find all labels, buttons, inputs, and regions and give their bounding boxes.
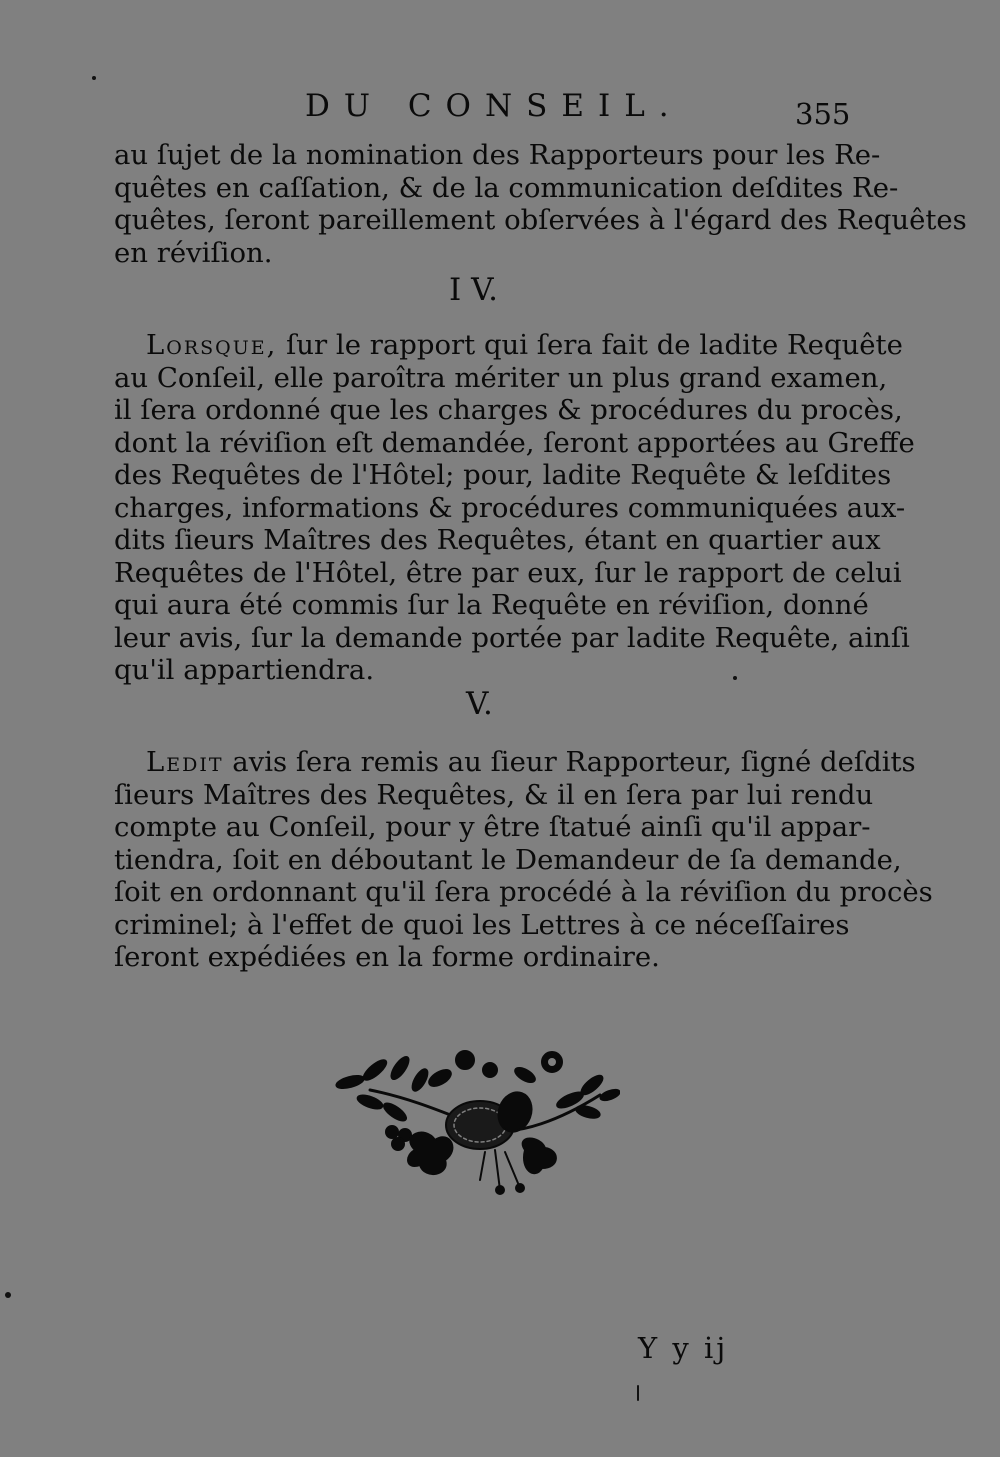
text-line: tiendra, ſoit en déboutant le Demandeur de ſa demande, [114,843,902,876]
text-line: dits ſieurs Maîtres des Requêtes, étant en quartier aux [114,524,881,556]
text-line: des Requêtes de l'Hôtel; pour, ladite Requête & leſdites [114,459,892,491]
running-head: DU CONSEIL. [305,88,683,124]
text-line-rest: ſur le rapport qui ſera fait de ladite Requête [286,329,903,361]
text-line: Requêtes de l'Hôtel, être par eux, ſur le rapport de celui [114,556,902,589]
ink-speck [92,76,96,80]
text-line: compte au Conſeil, pour y être ſtatué ainſi qu'il appar- [114,811,871,843]
paragraph-3 [114,746,933,974]
paragraph-1 [114,139,967,269]
text-line: au ſujet de la nomination des Rapporteurs pour les Re- [114,139,881,171]
text-line: ſieurs Maîtres des Requêtes, & il en ſera par lui rendu [114,778,874,811]
ink-speck [637,1385,639,1401]
ink-speck [5,1292,11,1298]
text-line [114,329,903,362]
ink-speck [733,676,737,680]
paragraph-lead-word: Ledit [146,746,224,778]
signature-mark: Y y ij [638,1331,729,1365]
text-line: ſeront expédiées en la forme ordinaire. [114,941,660,973]
text-line: il ſera ordonné que les charges & procédures du procès, [114,394,903,426]
text-line: leur avis, ſur la demande portée par ladite Requête, ainſi [114,621,910,654]
text-line: qui aura été commis ſur la Requête en réviſion, donné [114,589,869,621]
text-line [114,746,916,779]
section-heading-iv: I V. [449,272,498,308]
text-line: quêtes, ſeront pareillement obſervées à l'égard des Requêtes [114,204,967,236]
floral-ornament-icon [330,1040,620,1200]
text-line: dont la réviſion eſt demandée, ſeront apportées au Greffe [114,426,915,459]
paragraph-2 [114,329,915,687]
text-line: au Conſeil, elle paroîtra mériter un plus grand examen, [114,361,888,394]
text-line: criminel; à l'effet de quoi les Lettres à ce néceſſaires [114,908,850,941]
text-line: charges, informations & procédures communiquées aux- [114,491,906,524]
text-line: ſoit en ordonnant qu'il ſera procédé à la réviſion du procès [114,876,933,908]
text-line: qu'il appartiendra. [114,654,375,686]
text-line-rest: avis ſera remis au ſieur Rapporteur, ſigné deſdits [232,746,916,778]
text-line: en réviſion. [114,236,273,269]
page-number: 355 [795,97,851,131]
paragraph-lead-word: Lorsque, [146,329,278,361]
section-heading-v: V. [466,686,493,722]
text-line: quêtes en caſſation, & de la communication deſdites Re- [114,171,899,204]
